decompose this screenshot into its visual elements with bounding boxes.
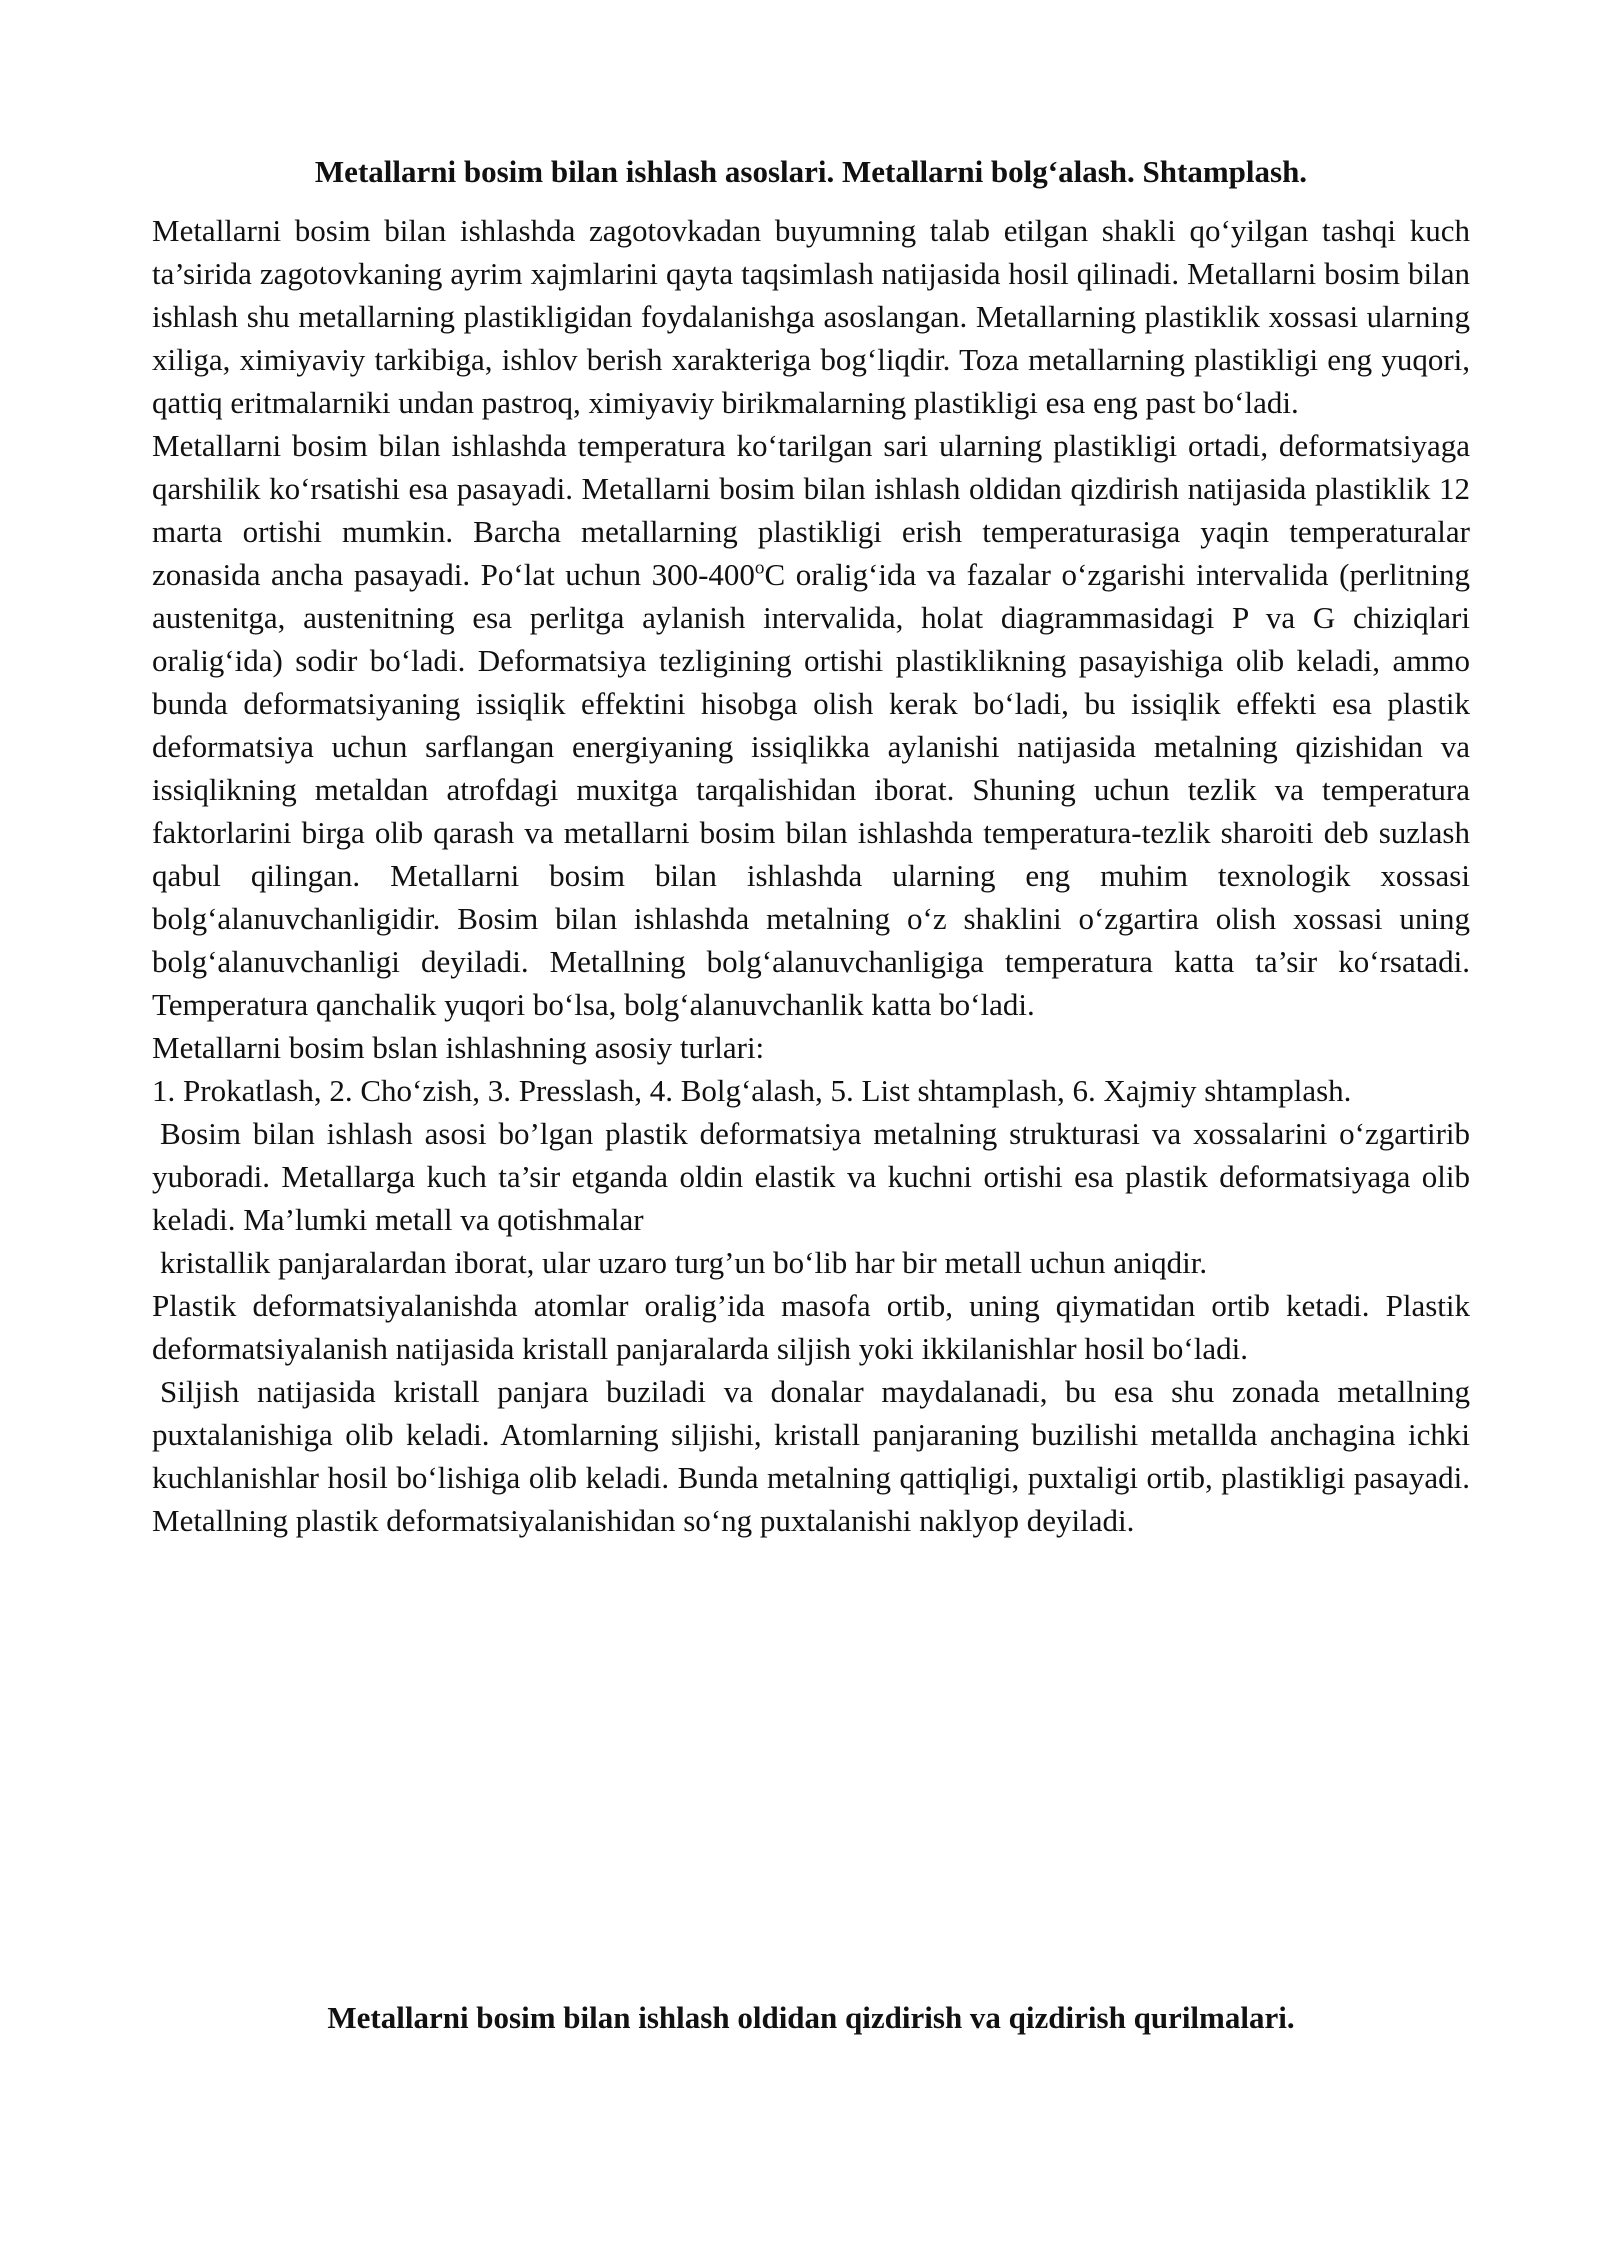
- degree-sign: o: [754, 557, 765, 579]
- paragraph-hardening: Siljish natijasida kristall panjara buziladi va donalar maydalanadi, bu esa shu zonada metallning puxtalanishiga olib keladi. Atomlarning siljishi, kristall panjaraning buzilishi metallda anchagina ichki kuchlanishlar hosil bo‘lishiga olib keladi. Bunda metalning qattiqligi, puxtaligi ortib, plastikligi pasayadi. Metallning plastik deformatsiyalanishidan so‘ng puxtalanishi naklyop deyiladi.: [152, 1374, 1470, 1538]
- next-section-heading: Metallarni bosim bilan ishlash oldidan qizdirish va qizdirish qurilmalari.: [327, 2000, 1295, 2035]
- paragraph-types-list: 1. Prokatlash, 2. Cho‘zish, 3. Presslash, 4. Bolg‘alash, 5. List shtamplash, 6. Xajmiy shtamplash.: [152, 1073, 1352, 1108]
- paragraph-crystal-lattice: kristallik panjaralardan iborat, ular uzaro turg’un bo‘lib har bir metall uchun aniqdir.: [160, 1245, 1208, 1280]
- paragraph-plasticity: Metallarni bosim bilan ishlashda zagotovkadan buyumning talab etilgan shakli qo‘yilgan tashqi kuch ta’sirida zagotovkaning ayrim xajmlarini qayta taqsimlash natijasida hosil qilinadi. Metallarni bosim bilan ishlash shu metallarning plastikligidan foydalanishga asoslangan. Metallarning plastiklik xossasi ularning xiliga, ximiyaviy tarkibiga, ishlov berish xarakteriga bog‘liqdir. Toza metallarning plastikligi eng yuqori, qattiq eritmalarniki undan pastroq, ximiyaviy birikmalarning plastikligi esa eng past bo‘ladi.: [152, 213, 1470, 420]
- paragraph-temperature: [152, 424, 1470, 1026]
- paragraph-types-intro: Metallarni bosim bslan ishlashning asosiy turlari:: [152, 1030, 765, 1065]
- paragraph-temperature-part2: C oralig‘ida va fazalar o‘zgarishi intervalida (perlitning austenitga, austenitning esa perlitga aylanish intervalida, holat diagrammasidagi P va G chiziqlari oralig‘ida) sodir bo‘ladi. Deformatsiya tezligining ortishi plastiklikning pasayishiga olib keladi, ammo bunda deformatsiyaning issiqlik effektini hisobga olish kerak bo‘ladi, bu issiqlik effekti esa plastik deformatsiya uchun sarflangan energiyaning issiqlikka aylanishi natijasida metalning qizishidan va issiqlikning metaldan atrofdagi muxitga tarqalishidan iborat. Shuning uchun tezlik va temperatura faktorlarini birga olib qarash va metallarni bosim bilan ishlashda temperatura-tezlik sharoiti deb suzlash qabul qilingan. Metallarni bosim bilan ishlashda ularning eng muhim texnologik xossasi bolg‘alanuvchanligidir. Bosim bilan ishlashda metalning o‘z shaklini o‘zgartira olish xossasi uning bolg‘alanuvchanligi deyiladi. Metallning bolg‘alanuvchanligiga temperatura katta ta’sir ko‘rsatadi. Temperatura qanchalik yuqori bo‘lsa, bolg‘alanuvchanlik katta bo‘ladi.: [152, 557, 1470, 1022]
- section-heading: Metallarni bosim bilan ishlash asoslari. Metallarni bolg‘alash. Shtamplash.: [314, 154, 1308, 189]
- paragraph-deformation: Bosim bilan ishlash asosi bo’lgan plastik deformatsiya metalning strukturasi va xossalarini o‘zgartirib yuboradi. Metallarga kuch ta’sir etganda oldin elastik va kuchni ortishi esa plastik deformatsiyaga olib keladi. Ma’lumki metall va qotishmalar: [152, 1116, 1470, 1237]
- document-body: [152, 150, 1470, 1542]
- paragraph-temperature-part1: Metallarni bosim bilan ishlashda temperatura ko‘tarilgan sari ularning plastikligi ortadi, deformatsiyaga qarshilik ko‘rsatishi esa pasayadi. Metallarni bosim bilan ishlash oldidan qizdirish natijasida plastiklik 12 marta ortishi mumkin. Barcha metallarning plastikligi erish temperaturasiga yaqin temperaturalar zonasida ancha pasayadi. Po‘lat uchun 300-400: [152, 428, 1470, 592]
- paragraph-plastic-deformation: Plastik deformatsiyalanishda atomlar oralig’ida masofa ortib, uning qiymatidan ortib ketadi. Plastik deformatsiyalanish natijasida kristall panjaralarda siljish yoki ikkilanishlar hosil bo‘ladi.: [152, 1288, 1470, 1366]
